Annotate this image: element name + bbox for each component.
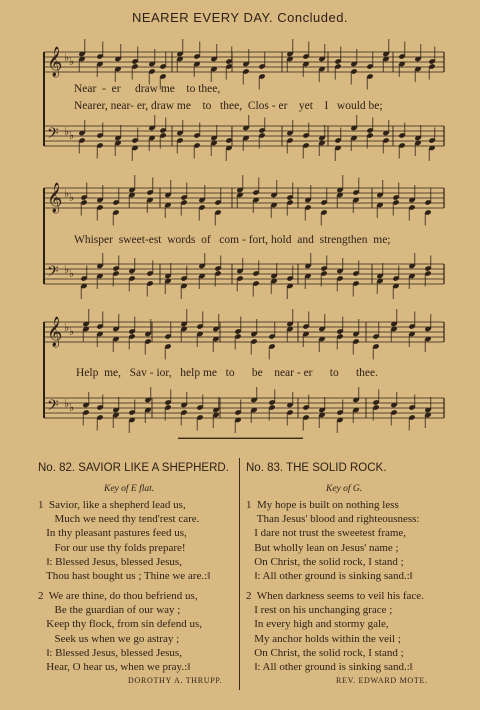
bass-clef: 𝄢 <box>47 125 59 146</box>
flat-sign: ♭ <box>69 325 75 338</box>
hymn-82-verse-2: 2 We are thine, do thou befriend us, Be the guardian of our way ; Keep thy flock, from sin defend us, Seek us when we go astray ; ‖: Blessed Jesus, blessed Jesus, Hear, O hear us, when we pray.:‖ <box>38 590 203 674</box>
hymn-82-key: Key of E flat. <box>104 484 155 494</box>
treble-clef: 𝄞 <box>47 317 63 347</box>
hymn-83-verse-1: 1 My hope is built on nothing less Than Jesus' blood and righteousness: I dare not trust the sweetest frame, But wholly lean on Jesus' name ; On Christ, the solid rock, I stand ; ‖: All other ground is sinking sand.:‖ <box>246 499 420 583</box>
flat-sign: ♭ <box>69 267 75 280</box>
lyric-line: Near - er draw me to thee, <box>74 83 221 95</box>
bass-clef: 𝄢 <box>47 397 59 418</box>
column-divider <box>239 458 240 690</box>
bass-clef: 𝄢 <box>47 263 59 284</box>
lyric-line: Nearer, near- er, draw me to thee, Clos - er yet I would be; <box>74 100 383 112</box>
divider <box>178 438 303 439</box>
treble-clef: 𝄞 <box>47 183 63 213</box>
flat-sign: ♭ <box>69 129 75 142</box>
flat-sign: ♭ <box>64 51 70 64</box>
page-title: NEARER EVERY DAY. Concluded. <box>131 10 349 25</box>
lyric-line: Help me, Sav - ior, help me to be near - er to thee. <box>76 367 378 379</box>
flat-sign: ♭ <box>69 401 75 414</box>
hymn-82-verse-1: 1 Savior, like a shepherd lead us, Much we need thy tend'rest care. In thy pleasant pastures feed us, For our use thy folds prepare! ‖: Blessed Jesus, blessed Jesus, Thou hast bought us ; Thine we are.:‖ <box>38 499 211 583</box>
flat-sign: ♭ <box>69 55 75 68</box>
hymn-83-heading: No. 83. THE SOLID ROCK. <box>246 462 387 474</box>
flat-sign: ♭ <box>64 397 70 410</box>
flat-sign: ♭ <box>64 125 70 138</box>
hymn-83-key: Key of G. <box>326 484 363 494</box>
hymn-82-heading: No. 82. SAVIOR LIKE A SHEPHERD. <box>38 462 229 474</box>
treble-clef: 𝄞 <box>47 47 63 77</box>
flat-sign: ♭ <box>69 191 75 204</box>
flat-sign: ♭ <box>64 263 70 276</box>
hymn-82-author: DOROTHY A. THRUPP. <box>128 676 223 685</box>
hymn-83-author: REV. EDWARD MOTE. <box>336 676 428 685</box>
flat-sign: ♭ <box>64 321 70 334</box>
hymn-83-verse-2: 2 When darkness seems to veil his face. I rest on his unchanging grace ; In every high and stormy gale, My anchor holds within the veil ; On Christ, the solid rock, I stand ; ‖: All other ground is sinking sand.:‖ <box>246 590 424 674</box>
lyric-line: Whisper sweet-est words of com - fort, hold and strengthen me; <box>74 234 391 246</box>
flat-sign: ♭ <box>64 187 70 200</box>
